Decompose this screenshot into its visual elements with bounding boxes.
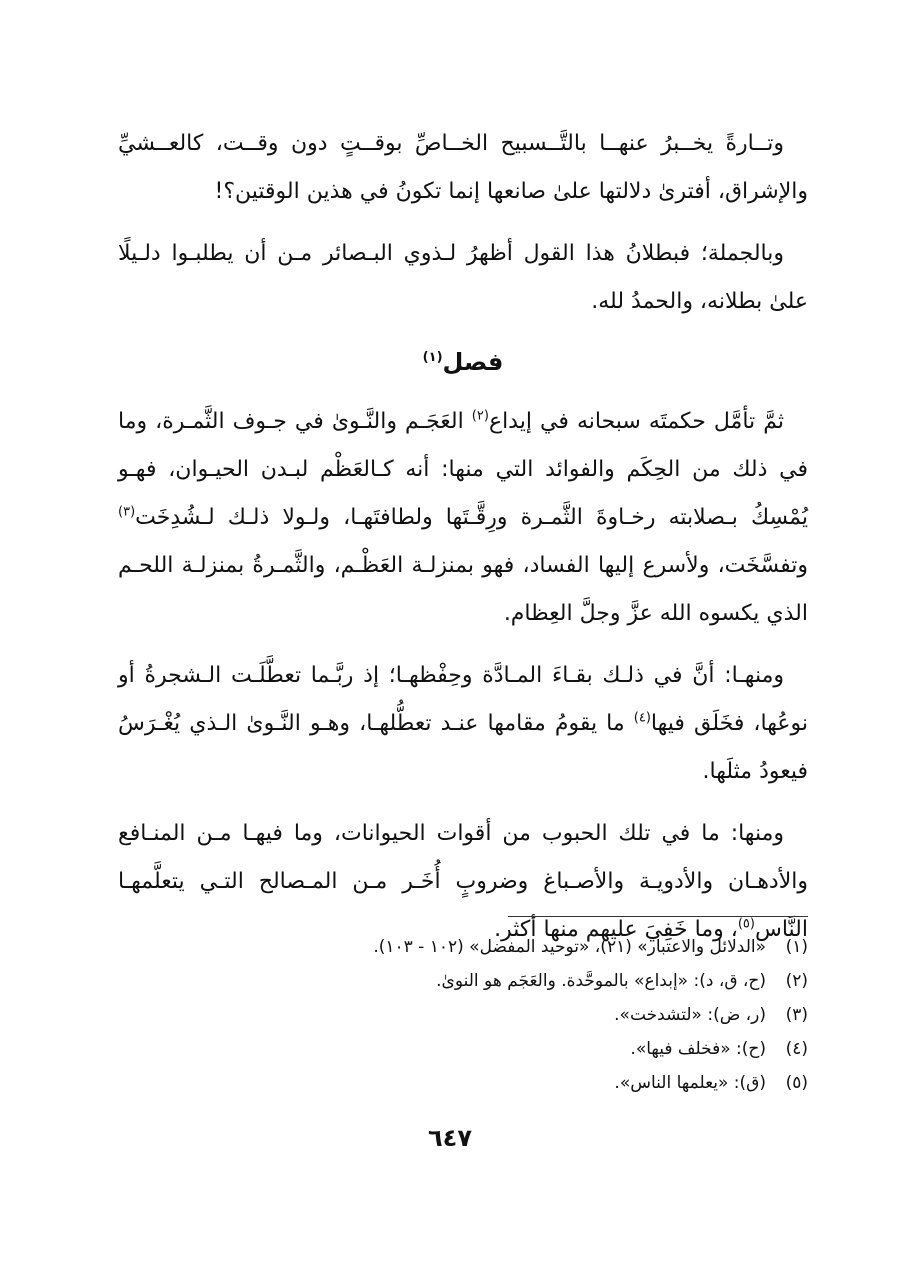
footnote-1: [118, 930, 808, 964]
paragraph-4-part-1: ومنهـا: أنَّ في ذلـك بقـاءَ المـادَّة وحِفْظهـا؛ إذ ربَّـما تعطَّلَـت الـشجرةُ أو نوعُها، فخَلَق فيها: [118, 663, 808, 736]
paragraph-3: [118, 398, 808, 638]
paragraph-3-part-2: العَجَـم والنَّـوىٰ في جـوف الثَّمـرة، وما في ذلك من الحِكَم والفوائد التي منها: أنه كـالعَظْم لبـدن الحيـوان، فهـو يُمْسِكُ بـصلابته رخـاوةَ الثَّمـرة ورِقَّـتَها ولطافتَهـا، ولـولا ذلـك لـشُدِخَت: [118, 409, 808, 530]
footnote-divider: [508, 916, 808, 917]
footnote-text: (ر، ض): «لتشدخت».: [614, 1005, 766, 1025]
footnote-ref-1[interactable]: (١): [422, 350, 443, 365]
paragraph-4-part-2: ما يقومُ مقامها عنـد تعطُّلهـا، وهـو النَّـوىٰ الـذي يُغْـرَسُ فيعودُ مثلَها.: [118, 711, 808, 784]
page-number: ٦٤٧: [428, 1124, 472, 1152]
paragraph-2: وبالجملة؛ فبطلانُ هذا القول أظهرُ لـذوي البـصائر مـن أن يطلبـوا دلـيلًا علىٰ بطلانه، والحمدُ لله.: [118, 241, 808, 314]
footnote-ref-4[interactable]: (٤): [633, 710, 651, 726]
footnote-number: (١): [785, 937, 808, 957]
paragraph-3-part-3: وتفسَّخَت، ولأسرع إليها الفساد، فهو بمنزلـة العَظْـم، والثَّمـرةُ بمنزلـة اللحـم الذي يكسوه الله عزَّ وجلَّ العِظام.: [118, 553, 808, 626]
footnote-ref-3[interactable]: (٣): [118, 504, 136, 520]
footnote-4: [118, 1032, 808, 1066]
paragraph-5-part-2: ، وما خَفِيَ عليهم منها أكثر.: [494, 917, 738, 942]
footnote-text: (ح، ق، د): «إبداع» بالموحَّدة. والعَجَم هو النوىٰ.: [436, 971, 766, 991]
paragraph-5-part-1: ومنها: ما في تلك الحبوب من أقوات الحيوانات، وما فيهـا مـن المنـافع والأدهـان والأدويـة والأصـباغ وضروبٍ أُخَـر مـن المـصالح التـي يتعلَّمهـا النَّاس: [118, 821, 808, 942]
footnote-number: (٤): [785, 1039, 808, 1059]
paragraph-1: وتــارةً يخــبرُ عنهــا بالتَّــسبيح الخــاصِّ بوقــتٍ دون وقــت، كالعــشيِّ والإشراق، أفترىٰ دلالتها علىٰ صانعها إنما تكونُ في هذين الوقتين؟!: [118, 131, 808, 204]
footnote-2: [118, 964, 808, 998]
paragraph-4: [118, 652, 808, 796]
main-text: [118, 120, 808, 968]
paragraph-3-part-1: ثمَّ تأمَّل حكمتَه سبحانه في إيداع: [488, 409, 784, 434]
footnote-number: (٥): [785, 1073, 808, 1093]
footnote-5: [118, 1066, 808, 1100]
section-heading-text: فصل: [442, 348, 504, 376]
footnote-ref-2[interactable]: (٢): [471, 408, 489, 424]
footnote-ref-5[interactable]: (٥): [737, 916, 755, 932]
footnote-text: «الدلائل والاعتبار» (٢١)، «توحيد المفضل» (١٠٢ - ١٠٣).: [373, 937, 766, 957]
footnote-3: [118, 998, 808, 1032]
section-heading: [118, 340, 808, 384]
footnote-number: (٣): [785, 1005, 808, 1025]
footnote-number: (٢): [785, 971, 808, 991]
footnote-text: (ق): «يعلمها الناس».: [614, 1073, 766, 1093]
footnotes: [118, 930, 808, 1100]
footnote-text: (ح): «فخلف فيها».: [630, 1039, 766, 1059]
